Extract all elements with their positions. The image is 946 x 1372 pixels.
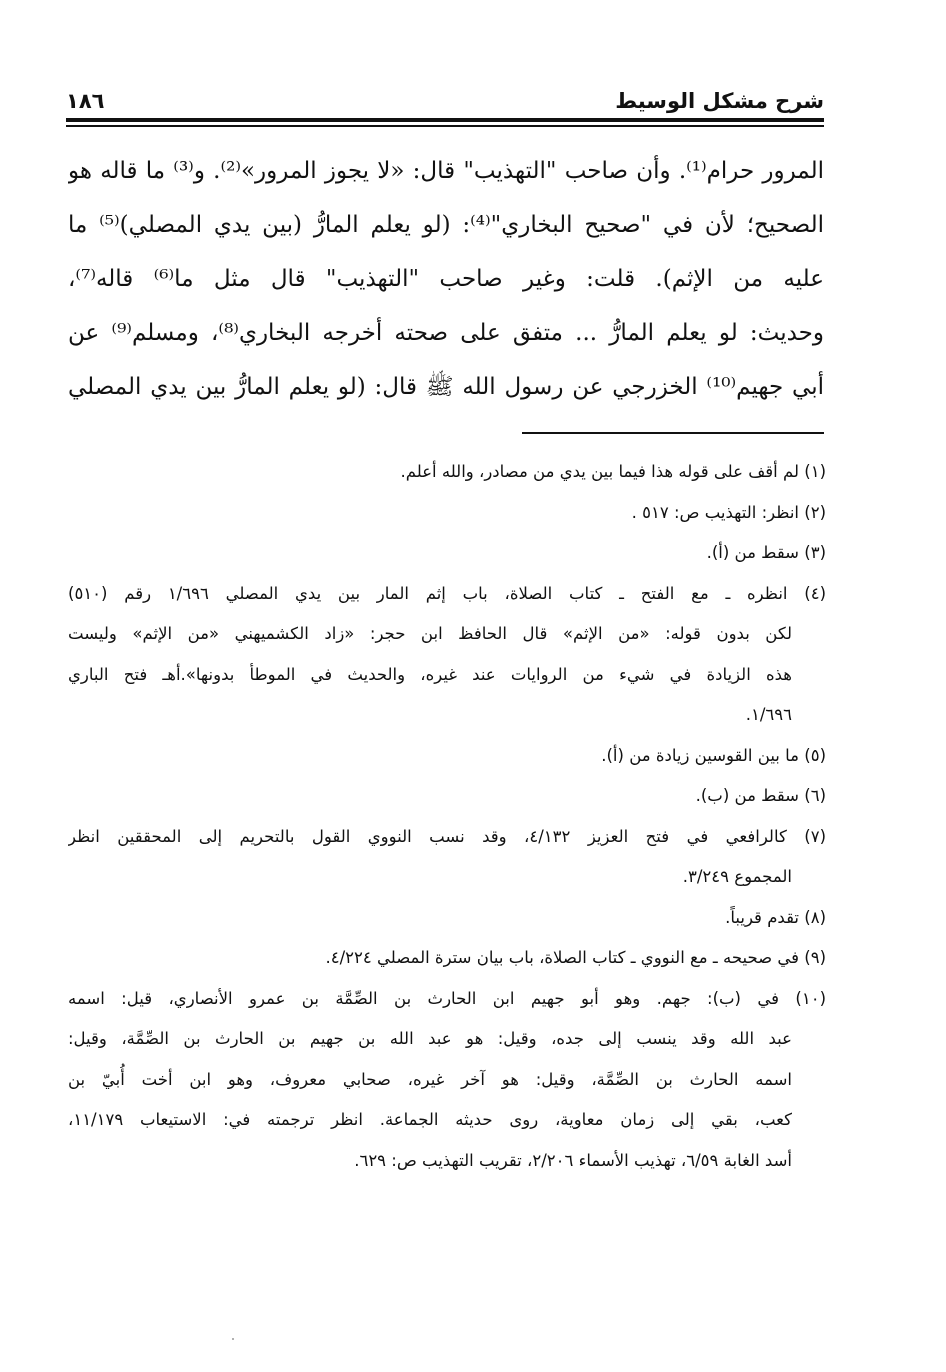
footnote-10-cont: كعب، بقي إلى زمان معاوية، روى حديثه الجماعة. انظر ترجمته في: الاستيعاب ١١/١٧٩،	[68, 1110, 792, 1129]
scan-speck	[232, 1338, 234, 1340]
footnote-4-cont: ١/٦٩٦.	[745, 705, 792, 724]
main-text	[68, 144, 824, 414]
body-line: أبي جهيم⁽¹⁰⁾ الخزرجي عن رسول الله ﷺ قال: (لو يعلم المارُّ بين يدي المصلي	[68, 374, 824, 400]
footnote-9: (٩) في صحيحه ـ مع النووي ـ كتاب الصلاة، باب بيان سترة المصلي ٤/٢٢٤.	[325, 948, 826, 967]
footnote-3: (٣) سقط من (أ).	[706, 543, 826, 562]
footnote-10-cont: أسد الغابة ٦/٥٩، تهذيب الأسماء ٢/٢٠٦، تقريب التهذيب ص: ٦٢٩.	[354, 1150, 792, 1170]
body-line: الصحيح؛ لأن في "صحيح البخاري"⁽⁴⁾: (لو يعلم المارُّ (بين يدي المصلي)⁽⁵⁾ ما	[68, 212, 824, 238]
running-title: شرح مشكل الوسيط	[615, 89, 824, 113]
footnote-7-cont: المجموع ٣/٢٤٩.	[682, 867, 792, 886]
footnote-4: (٤) انظره ـ مع الفتح ـ كتاب الصلاة، باب إثم المار بين يدي المصلي ١/٦٩٦ رقم (٥١٠)	[68, 583, 826, 603]
footnote-10: (١٠) في (ب): جهم. وهو أبو جهيم ابن الحارث بن الصِّمَّة بن عمرو الأنصاري، قيل: اسمه	[68, 988, 826, 1008]
footnote-1: (١) لم أقف على قوله هذا فيما بين يدي من مصادر، والله أعلم.	[400, 462, 826, 481]
body-line: عليه من الإثم). قلت: وغير صاحب "التهذيب" قال مثل ما⁽⁶⁾ قاله⁽⁷⁾،	[68, 266, 824, 292]
header-rule-thick	[66, 118, 824, 122]
header-rule-thin	[66, 125, 824, 127]
footnote-separator	[522, 432, 824, 434]
footnotes	[68, 452, 826, 1181]
footnote-4-cont: هذه الزيادة في شيء من الروايات عند غيره، والحديث في الموطأ بدونها».أهـ فتح الباري	[68, 664, 792, 684]
body-line: وحديث: لو يعلم المارُّ ... متفق على صحته أخرجه البخاري⁽⁸⁾، ومسلم⁽⁹⁾ عن	[68, 320, 824, 346]
page-number: ١٨٦	[66, 89, 105, 113]
footnote-2: (٢) انظر: التهذيب ص: ٥١٧ .	[631, 502, 826, 522]
footnote-10-cont: اسمه الحارث بن الصِّمَّة، وقيل: هو آخر غيره، صحابي معروف، وهو ابن أخت أُبيّ بن	[68, 1069, 792, 1089]
body-line: المرور حرام⁽¹⁾. وأن صاحب "التهذيب" قال: «لا يجوز المرور»⁽²⁾. و⁽³⁾ ما قاله هو	[68, 158, 824, 184]
footnote-5: (٥) ما بين القوسين زيادة من (أ).	[601, 745, 826, 765]
footnote-6: (٦) سقط من (ب).	[695, 786, 826, 805]
footnote-8: (٨) تقدم قريباً.	[725, 907, 826, 927]
page-header	[66, 88, 824, 116]
footnote-4-cont: لكن بدون قوله: «من الإثم» قال الحافظ ابن حجر: «زاد الكشميهني «من الإثم» وليست	[68, 624, 792, 643]
footnote-10-cont: عبد الله وقد ينسب إلى جده، وقيل: هو عبد الله بن جهيم بن الحارث بن الصِّمَّة، وقيل:	[68, 1029, 792, 1048]
footnote-7: (٧) كالرافعي في فتح العزيز ٤/١٣٢، وقد نسب النووي القول بالتحريم إلى المحققين انظر	[68, 826, 826, 846]
